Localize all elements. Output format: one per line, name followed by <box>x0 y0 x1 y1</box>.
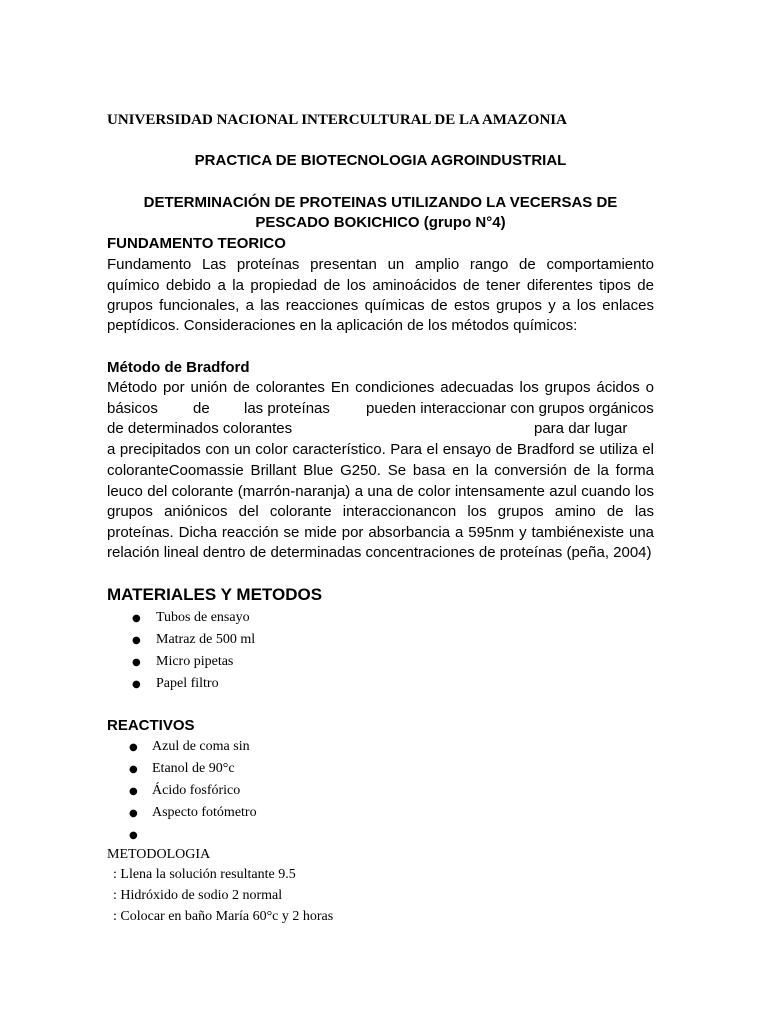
materiales-item: Papel filtro <box>156 676 219 691</box>
bradford-line: relación lineal dentro de determinadas concentraciones de proteínas (peña, 2004) <box>107 544 652 561</box>
bullet-icon: ● <box>132 613 141 624</box>
bradford-line: proteínas. Dicha reacción se mide por absorbancia a 595nm y tambiénexiste una <box>107 524 654 541</box>
bradford-heading: Método de Bradford <box>107 359 250 376</box>
fundamento-line: químico debido a la propiedad de los aminoácidos de tener diferentes tipos de <box>107 277 654 294</box>
bradford-line: coloranteCoomassie Brillant Blue G250. Se basa en la conversión de la forma <box>107 462 654 479</box>
reactivos-heading: REACTIVOS <box>107 717 195 734</box>
bullet-icon: ● <box>132 657 141 668</box>
university-name: UNIVERSIDAD NACIONAL INTERCULTURAL DE LA AMAZONIA <box>107 112 567 128</box>
bullet-icon: ● <box>132 679 141 690</box>
bullet-icon: ● <box>129 764 138 775</box>
document-title-line-1: DETERMINACIÓN DE PROTEINAS UTILIZANDO LA VECERSAS DE <box>143 194 618 211</box>
bradford-line: grupos aniónicos del colorante interaccionancon los grupos amino de las <box>107 503 654 520</box>
bradford-word: las proteínas <box>244 400 330 417</box>
bradford-line: Método por unión de colorantes En condiciones adecuadas los grupos ácidos o <box>107 379 654 396</box>
bullet-icon: ● <box>129 742 138 753</box>
bullet-icon: ● <box>129 786 138 797</box>
materiales-heading: MATERIALES Y METODOS <box>107 585 323 604</box>
metodologia-step: : Llena la solución resultante 9.5 <box>113 867 296 882</box>
fundamento-line: grupos funcionales, a las reacciones químicas de estos grupos y a los enlaces <box>107 297 654 314</box>
reactivos-item: Etanol de 90°c <box>152 761 235 776</box>
metodologia-step: : Colocar en baño María 60°c y 2 horas <box>113 909 334 924</box>
reactivos-item: Ácido fosfórico <box>152 783 241 798</box>
materiales-item: Matraz de 500 ml <box>156 632 256 647</box>
materiales-item: Micro pipetas <box>156 654 234 669</box>
bradford-line: a precipitados con un color característico. Para el ensayo de Bradford se utiliza el <box>107 441 654 458</box>
metodologia-heading: METODOLOGIA <box>107 847 211 862</box>
reactivos-item: Aspecto fotómetro <box>152 805 257 820</box>
bradford-line: leuco del colorante (marrón-naranja) a una de color intensamente azul cuando los <box>107 483 654 500</box>
bullet-icon: ● <box>132 635 141 646</box>
reactivos-item: Azul de coma sin <box>152 739 250 754</box>
fundamento-line: Fundamento Las proteínas presentan un amplio rango de comportamiento <box>107 256 654 273</box>
bradford-line-left: de determinados colorantes <box>107 420 293 437</box>
document-title-line-2: PESCADO BOKICHICO (grupo N°4) <box>255 214 506 231</box>
bullet-icon: ● <box>129 830 138 841</box>
bradford-word: básicos <box>107 400 158 417</box>
bradford-word: pueden interaccionar con grupos orgánicos <box>366 400 654 417</box>
bradford-word: de <box>193 400 210 417</box>
bradford-line-right: para dar lugar <box>534 420 628 437</box>
bullet-icon: ● <box>129 808 138 819</box>
metodologia-step: : Hidróxido de sodio 2 normal <box>113 888 283 903</box>
fundamento-heading: FUNDAMENTO TEORICO <box>107 235 286 252</box>
fundamento-line: peptídicos. Consideraciones en la aplicación de los métodos químicos: <box>107 317 578 334</box>
materiales-item: Tubos de ensayo <box>156 610 250 625</box>
course-title: PRACTICA DE BIOTECNOLOGIA AGROINDUSTRIAL <box>194 152 567 169</box>
